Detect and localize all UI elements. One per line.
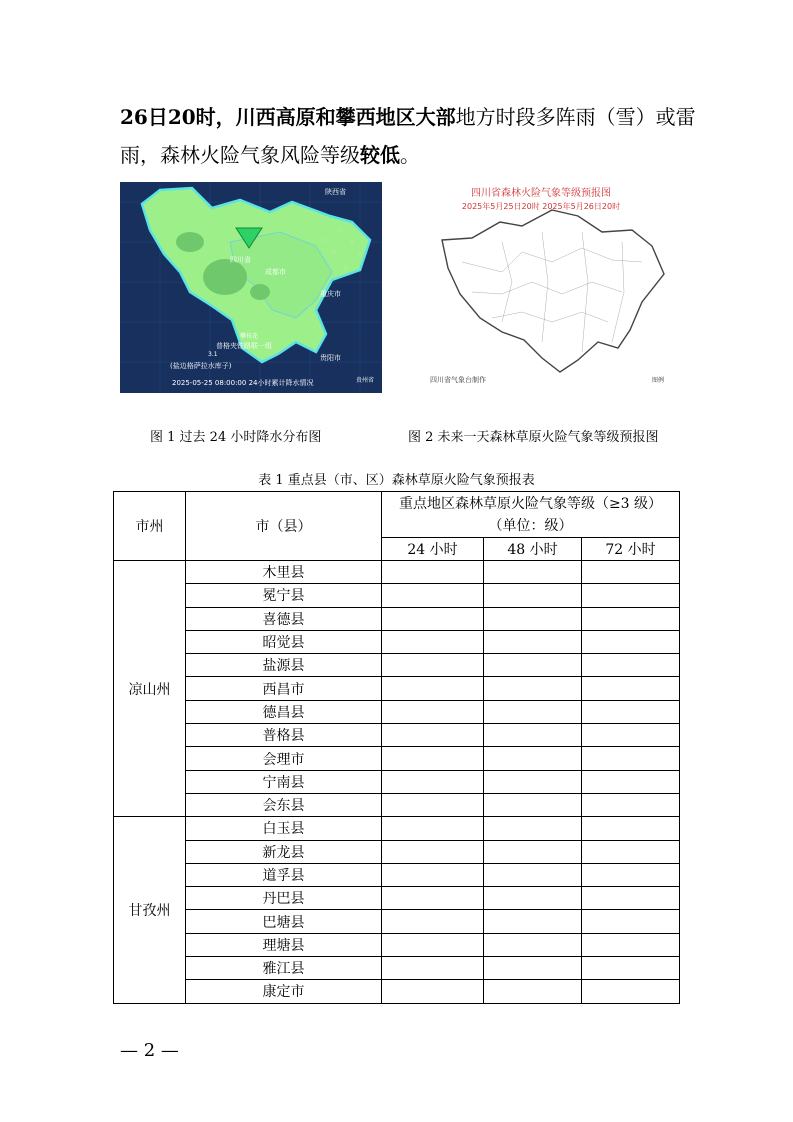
level-cell bbox=[582, 584, 680, 607]
county-cell: 昭觉县 bbox=[186, 630, 382, 653]
para-body: 地方时段多阵雨（雪）或雷雨，森林火险气象风险等级 bbox=[120, 105, 696, 167]
level-cell bbox=[382, 793, 484, 816]
table-row bbox=[114, 980, 680, 1003]
header-48h: 48 小时 bbox=[484, 538, 582, 561]
level-cell bbox=[582, 933, 680, 956]
level-cell bbox=[382, 840, 484, 863]
level-cell bbox=[382, 654, 484, 677]
fire-risk-map-graphic bbox=[402, 182, 680, 393]
table-row bbox=[114, 561, 680, 584]
level-cell bbox=[582, 700, 680, 723]
table-row bbox=[114, 863, 680, 886]
county-cell: 西昌市 bbox=[186, 677, 382, 700]
level-cell bbox=[484, 654, 582, 677]
level-cell bbox=[484, 561, 582, 584]
header-level-text: 重点地区森林草原火险气象等级（≥3 级） bbox=[398, 495, 663, 512]
level-cell bbox=[582, 793, 680, 816]
map1-label-rail: 普格夹铁路联一组 bbox=[216, 342, 272, 350]
level-cell bbox=[484, 887, 582, 910]
table-row bbox=[114, 654, 680, 677]
county-cell: 喜德县 bbox=[186, 607, 382, 630]
level-cell bbox=[582, 863, 680, 886]
level-cell bbox=[382, 724, 484, 747]
forecast-table bbox=[113, 491, 680, 1004]
level-cell bbox=[382, 933, 484, 956]
level-cell bbox=[484, 700, 582, 723]
table-row bbox=[114, 840, 680, 863]
map1-label-chengdu: 成都市 bbox=[265, 268, 286, 276]
county-cell: 丹巴县 bbox=[186, 887, 382, 910]
table-row bbox=[114, 817, 680, 840]
level-cell bbox=[484, 980, 582, 1003]
level-cell bbox=[382, 584, 484, 607]
table-row bbox=[114, 607, 680, 630]
level-cell bbox=[582, 957, 680, 980]
county-cell: 康定市 bbox=[186, 980, 382, 1003]
level-cell bbox=[382, 863, 484, 886]
level-cell bbox=[484, 630, 582, 653]
map1-label-yunnan: 攀枝花 bbox=[240, 333, 259, 340]
map1-label-chongqing: 重庆市 bbox=[320, 290, 341, 298]
level-cell bbox=[582, 607, 680, 630]
map2-subtitle: 2025年5月25日20时 2025年5月26日20时 bbox=[461, 202, 621, 211]
city-cell: 凉山州 bbox=[114, 561, 186, 817]
level-cell bbox=[582, 817, 680, 840]
table-row bbox=[114, 584, 680, 607]
sichuan-outline-shape bbox=[442, 210, 664, 372]
header-unit: （单位：级） bbox=[488, 517, 573, 534]
city-cell: 甘孜州 bbox=[114, 817, 186, 1003]
level-cell bbox=[382, 607, 484, 630]
county-cell: 德昌县 bbox=[186, 700, 382, 723]
level-cell bbox=[582, 677, 680, 700]
level-cell bbox=[382, 747, 484, 770]
level-cell bbox=[484, 840, 582, 863]
county-cell: 宁南县 bbox=[186, 770, 382, 793]
level-cell bbox=[484, 863, 582, 886]
county-cell: 冕宁县 bbox=[186, 584, 382, 607]
map1-label-sichuan: 四川省 bbox=[230, 256, 251, 264]
table-row bbox=[114, 770, 680, 793]
level-cell bbox=[582, 887, 680, 910]
level-cell bbox=[382, 770, 484, 793]
county-cell: 会东县 bbox=[186, 793, 382, 816]
map1-label-water: (盐边格萨拉水库子) bbox=[170, 362, 232, 370]
header-county: 市（县） bbox=[186, 492, 382, 561]
level-cell bbox=[382, 980, 484, 1003]
table-row bbox=[114, 933, 680, 956]
level-cell bbox=[382, 957, 484, 980]
table-caption: 表 1 重点县（市、区）森林草原火险气象预报表 bbox=[258, 473, 535, 488]
level-cell bbox=[582, 630, 680, 653]
level-cell bbox=[382, 677, 484, 700]
level-cell bbox=[582, 654, 680, 677]
county-cell: 理塘县 bbox=[186, 933, 382, 956]
level-cell bbox=[382, 561, 484, 584]
county-cell: 雅江县 bbox=[186, 957, 382, 980]
map1-label-guizhou: 贵州省 bbox=[356, 377, 375, 384]
level-cell bbox=[582, 770, 680, 793]
county-cell: 普格县 bbox=[186, 724, 382, 747]
level-cell bbox=[484, 793, 582, 816]
table-row bbox=[114, 957, 680, 980]
level-cell bbox=[382, 910, 484, 933]
level-cell bbox=[484, 607, 582, 630]
table-row bbox=[114, 724, 680, 747]
page-number: — 2 — bbox=[120, 1040, 179, 1061]
header-24h: 24 小时 bbox=[382, 538, 484, 561]
county-cell: 新龙县 bbox=[186, 840, 382, 863]
table-row bbox=[114, 677, 680, 700]
map2-legend: 图例 bbox=[652, 377, 665, 384]
county-cell: 巴塘县 bbox=[186, 910, 382, 933]
level-cell bbox=[382, 630, 484, 653]
level-cell bbox=[582, 561, 680, 584]
table-row bbox=[114, 910, 680, 933]
level-cell bbox=[582, 980, 680, 1003]
level-cell bbox=[484, 910, 582, 933]
level-cell bbox=[484, 724, 582, 747]
table-row bbox=[114, 793, 680, 816]
table-row bbox=[114, 887, 680, 910]
precipitation-map bbox=[120, 182, 382, 393]
level-cell bbox=[484, 957, 582, 980]
map2-title: 四川省森林火险气象等级预报图 bbox=[471, 188, 611, 199]
level-cell bbox=[484, 817, 582, 840]
county-cell: 白玉县 bbox=[186, 817, 382, 840]
level-cell bbox=[382, 817, 484, 840]
para-level: 较低 bbox=[360, 143, 400, 167]
level-cell bbox=[484, 677, 582, 700]
level-cell bbox=[484, 584, 582, 607]
map2-credit: 四川省气象台制作 bbox=[430, 376, 486, 384]
table-row bbox=[114, 630, 680, 653]
county-cell: 会理市 bbox=[186, 747, 382, 770]
table-row bbox=[114, 747, 680, 770]
level-cell bbox=[582, 840, 680, 863]
header-level bbox=[382, 492, 680, 538]
level-cell bbox=[582, 747, 680, 770]
precipitation-map-graphic bbox=[120, 182, 382, 393]
level-cell bbox=[382, 700, 484, 723]
level-cell bbox=[582, 724, 680, 747]
county-cell: 木里县 bbox=[186, 561, 382, 584]
level-cell bbox=[484, 747, 582, 770]
map1-label-guiyang: 贵阳市 bbox=[320, 354, 341, 362]
header-72h: 72 小时 bbox=[582, 538, 680, 561]
table-row bbox=[114, 700, 680, 723]
level-cell bbox=[382, 887, 484, 910]
fire-risk-map bbox=[402, 182, 680, 393]
county-cell: 道孚县 bbox=[186, 863, 382, 886]
figure2-caption: 图 2 未来一天森林草原火险气象等级预报图 bbox=[408, 430, 659, 445]
level-cell bbox=[484, 933, 582, 956]
para-time: 26日20时， bbox=[120, 105, 236, 129]
map1-caption: 2025-05-25 08:00:00 24小时累计降水情况 bbox=[172, 379, 314, 387]
figure1-caption: 图 1 过去 24 小时降水分布图 bbox=[150, 430, 322, 445]
para-end: 。 bbox=[400, 143, 420, 167]
level-cell bbox=[582, 910, 680, 933]
county-cell: 盐源县 bbox=[186, 654, 382, 677]
intro-paragraph bbox=[120, 98, 700, 174]
header-city: 市州 bbox=[114, 492, 186, 561]
para-region: 川西高原和攀西地区大部 bbox=[235, 105, 456, 129]
level-cell bbox=[484, 770, 582, 793]
map1-label-val: 3.1 bbox=[208, 351, 218, 358]
map1-label-shaanxi: 陕西省 bbox=[325, 188, 346, 196]
